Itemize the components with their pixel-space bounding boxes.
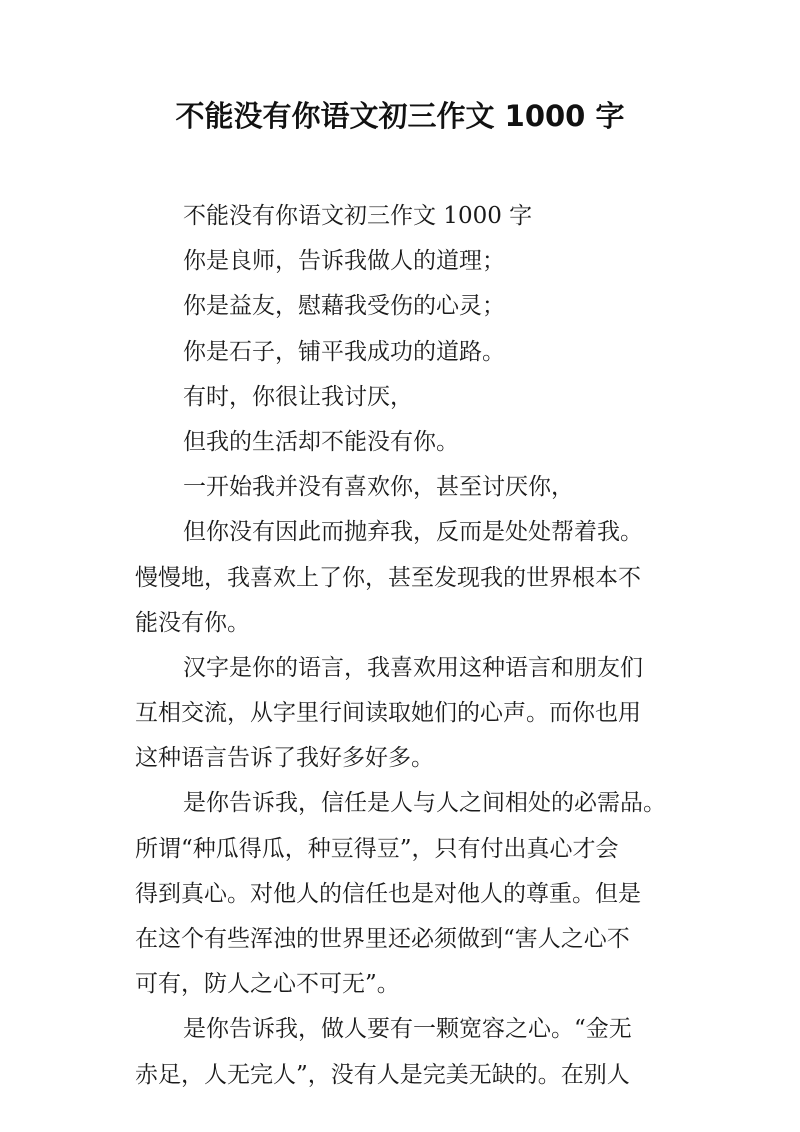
body-line: 你是良师，告诉我做人的道理； [183,248,505,275]
document-title: 不能没有你语文初三作文 1000 字 [175,99,625,133]
body-line: 能没有你。 [135,609,250,636]
body-line: 你是石子，铺平我成功的道路。 [183,338,505,365]
body-line: 得到真心。对他人的信任也是对他人的尊重。但是 [135,880,641,907]
body-line: 汉字是你的语言，我喜欢用这种语言和朋友们 [183,654,643,681]
body-line: 是你告诉我，做人要有一颗宽容之心。“金无 [183,1016,632,1043]
body-line: 但我的生活却不能没有你。 [183,428,459,455]
body-line: 但你没有因此而抛弃我，反而是处处帮着我。 [183,519,643,546]
body-line: 互相交流，从字里行间读取她们的心声。而你也用 [135,700,641,727]
body-line: 一开始我并没有喜欢你，甚至讨厌你， [183,474,574,501]
body-line: 是你告诉我，信任是人与人之间相处的必需品。 [183,790,666,817]
body-line: 这种语言告诉了我好多好多。 [135,745,434,772]
body-line: 你是益友，慰藉我受伤的心灵； [183,293,505,320]
body-line: 可有，防人之心不可无”。 [135,971,400,998]
document-body [135,194,675,1098]
body-line: 赤足，人无完人”，没有人是完美无缺的。在别人 [135,1061,630,1088]
body-line: 不能没有你语文初三作文 1000 字 [183,203,533,229]
body-line: 慢慢地，我喜欢上了你，甚至发现我的世界根本不 [135,564,641,591]
body-line: 所谓“种瓜得瓜，种豆得豆”，只有付出真心才会 [135,835,619,862]
body-line: 有时，你很让我讨厌， [183,383,413,410]
body-line: 在这个有些浑浊的世界里还必须做到“害人之心不 [135,926,630,952]
